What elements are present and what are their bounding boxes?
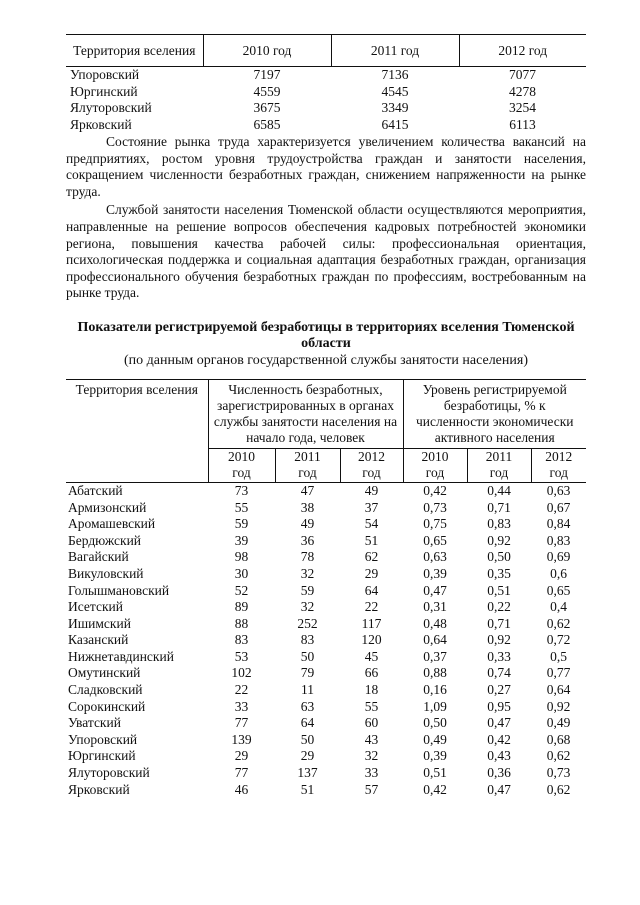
unemployment-rate: 0,39	[423, 748, 447, 764]
unemployment-rate: 0,36	[487, 765, 511, 781]
territory-name: Сорокинский	[68, 698, 146, 714]
table-row	[66, 616, 586, 633]
table-row	[66, 699, 586, 716]
territory-name: Голышмановский	[68, 582, 170, 598]
table-row	[66, 649, 586, 666]
unemployed-count: 102	[231, 665, 252, 681]
unemployed-count: 88	[234, 615, 249, 631]
unemployed-count: 59	[300, 582, 315, 598]
unemployed-count: 98	[234, 549, 249, 565]
unemployment-rate: 0,47	[487, 781, 511, 797]
unemployment-rate: 0,71	[487, 499, 511, 515]
unemployed-count: 33	[364, 765, 379, 781]
population-value: 7197	[253, 67, 281, 82]
unemployment-rate: 0,35	[487, 565, 511, 581]
unemployed-count: 50	[300, 648, 315, 664]
unemployed-count: 38	[300, 499, 315, 515]
year-suffix: год	[549, 465, 568, 481]
table-row	[66, 482, 586, 499]
unemployment-rate: 0,68	[546, 731, 571, 747]
table-row	[66, 599, 586, 616]
table-row	[66, 715, 586, 732]
table-row	[66, 117, 586, 134]
unemployment-rate: 0,49	[423, 731, 447, 747]
unemployment-rate: 0,72	[546, 632, 571, 648]
unemployment-rate: 0,92	[546, 698, 571, 714]
table-row	[66, 665, 586, 682]
header-territory: Территория вселения	[66, 35, 203, 67]
paragraph-labor-market: Состояние рынка труда характеризуется увеличением количества вакансий на предприятиях, ростом уровня трудоустройства граждан и занятости населения, сокращением численности безработных граждан, снижением напряженности на рынке труда.	[66, 134, 586, 199]
table-row	[66, 782, 586, 799]
unemployment-rate: 0,77	[546, 665, 571, 681]
year-number: 2010	[421, 448, 449, 464]
territory-name: Ишимский	[68, 615, 131, 631]
unemployed-count: 66	[364, 665, 379, 681]
territory-name: Ярковский	[70, 116, 132, 132]
unemployment-rate: 0,65	[546, 582, 571, 598]
territory-name: Юргинский	[68, 748, 136, 764]
header-2012: 2012 год	[459, 35, 586, 67]
unemployed-count: 54	[364, 516, 379, 532]
year-suffix: год	[425, 465, 445, 481]
table-row	[66, 100, 586, 117]
territory-name: Упоровский	[70, 67, 140, 82]
unemployment-rate: 0,83	[546, 532, 571, 548]
unemployment-rate: 0,42	[487, 731, 511, 747]
unemployment-rate: 0,6	[550, 565, 567, 581]
unemployed-count: 89	[234, 599, 249, 615]
year-header	[403, 448, 467, 482]
population-value: 6585	[253, 116, 281, 132]
unemployed-count: 22	[234, 682, 249, 698]
unemployment-rate: 0,27	[487, 682, 511, 698]
unemployment-rate: 0,51	[487, 582, 511, 598]
population-table-body	[66, 67, 586, 134]
unemployed-count: 43	[364, 731, 379, 747]
unemployed-count: 32	[300, 599, 315, 615]
unemployed-count: 64	[364, 582, 379, 598]
unemployed-count: 30	[234, 565, 249, 581]
unemployment-rate: 1,09	[423, 698, 447, 714]
population-value: 4559	[253, 83, 281, 99]
unemployment-rate: 0,64	[423, 632, 447, 648]
unemployment-rate: 0,49	[546, 715, 571, 731]
unemployment-rate: 0,88	[423, 665, 447, 681]
unemployed-count: 77	[234, 765, 249, 781]
unemployment-rate: 0,4	[550, 599, 567, 615]
unemployed-count: 53	[234, 648, 249, 664]
unemployed-count: 57	[364, 781, 379, 797]
table-row	[66, 732, 586, 749]
unemployment-rate: 0,43	[487, 748, 511, 764]
header-2011: 2011 год	[331, 35, 459, 67]
table-row	[66, 583, 586, 600]
unemployed-count: 49	[300, 516, 315, 532]
unemployed-count: 59	[234, 516, 249, 532]
year-header	[340, 448, 403, 482]
territory-name: Викуловский	[68, 565, 144, 581]
territory-name: Омутинский	[68, 665, 141, 681]
unemployed-count: 11	[301, 682, 314, 698]
unemployed-count: 49	[364, 482, 379, 498]
unemployment-rate: 0,84	[546, 516, 571, 532]
unemployed-count: 117	[361, 615, 382, 631]
header-unemployment-rate: Уровень регистрируемой безработицы, % к численности экономически активного населения	[403, 379, 586, 448]
unemployed-count: 83	[300, 632, 315, 648]
unemployed-count: 18	[364, 682, 379, 698]
unemployed-count: 29	[364, 565, 379, 581]
unemployed-count: 78	[300, 549, 315, 565]
unemployment-rate: 0,42	[423, 482, 447, 498]
unemployment-rate: 0,63	[423, 549, 447, 565]
unemployment-rate: 0,42	[423, 781, 447, 797]
year-number: 2011	[294, 448, 321, 464]
unemployed-count: 45	[364, 648, 379, 664]
unemployment-rate: 0,33	[487, 648, 511, 664]
year-suffix: год	[232, 465, 251, 481]
unemployed-count: 50	[300, 731, 315, 747]
unemployment-rate: 0,16	[423, 682, 447, 698]
year-number: 2012	[358, 448, 385, 464]
table-row	[66, 632, 586, 649]
unemployed-count: 79	[300, 665, 315, 681]
unemployed-count: 32	[364, 748, 379, 764]
unemployment-rate: 0,50	[487, 549, 511, 565]
paragraph-employment-service: Службой занятости населения Тюменской области осуществляются мероприятия, направленные на решение вопросов обеспечения кадровых потребностей экономики региона, повышения качества рабочей силы: профессиональная ориентация, психологическая поддержка и социальная адаптация безработных граждан, организация профессионального обучения безработных граждан по профессиям, востребованным на рынке труда.	[66, 202, 586, 301]
section-title: Показатели регистрируемой безработицы в территориях вселения Тюменской области	[77, 319, 575, 351]
territory-name: Бердюжский	[68, 532, 142, 548]
unemployment-rate: 0,47	[423, 582, 447, 598]
unemployed-count: 139	[231, 731, 252, 747]
unemployment-rate: 0,62	[546, 781, 571, 797]
unemployed-count: 32	[300, 565, 315, 581]
unemployment-rate: 0,73	[546, 765, 571, 781]
territory-name: Юргинский	[70, 83, 138, 99]
unemployment-rate: 0,50	[423, 715, 447, 731]
unemployed-count: 64	[300, 715, 315, 731]
unemployment-rate: 0,65	[423, 532, 447, 548]
unemployment-rate: 0,62	[546, 615, 571, 631]
header-unemployed-count: Численность безработных, зарегистрированных в органах службы занятости населения на начало года, человек	[208, 379, 403, 448]
unemployment-rate: 0,62	[546, 748, 571, 764]
unemployment-rate: 0,75	[423, 516, 447, 532]
unemployed-count: 120	[361, 632, 382, 648]
year-number: 2010	[228, 448, 255, 464]
unemployed-count: 29	[234, 748, 249, 764]
unemployment-rate: 0,92	[487, 532, 511, 548]
population-value: 7077	[509, 67, 536, 82]
unemployed-count: 63	[300, 698, 315, 714]
year-header	[467, 448, 531, 482]
unemployed-count: 47	[300, 482, 315, 498]
unemployment-rate: 0,73	[423, 499, 447, 515]
unemployment-rate: 0,22	[487, 599, 511, 615]
population-value: 3254	[509, 100, 536, 115]
unemployment-rate: 0,47	[487, 715, 511, 731]
table-row	[66, 765, 586, 782]
population-value: 3349	[381, 100, 409, 115]
unemployment-rate: 0,95	[487, 698, 511, 714]
year-header	[531, 448, 586, 482]
unemployed-count: 252	[297, 615, 318, 631]
unemployed-count: 83	[234, 632, 249, 648]
population-value: 6113	[509, 116, 536, 132]
year-suffix: год	[362, 465, 381, 481]
unemployment-rate: 0,37	[423, 648, 447, 664]
year-suffix: год	[489, 465, 509, 481]
table-row	[66, 84, 586, 101]
unemployed-count: 37	[364, 499, 379, 515]
unemployed-count: 52	[234, 582, 249, 598]
header-2010: 2010 год	[203, 35, 331, 67]
year-number: 2011	[485, 448, 513, 464]
territory-name: Ялуторовский	[68, 765, 150, 781]
unemployed-count: 60	[364, 715, 379, 731]
population-value: 3675	[253, 100, 281, 115]
year-header	[275, 448, 340, 482]
unemployment-table-body	[66, 482, 586, 798]
unemployed-count: 22	[364, 599, 379, 615]
population-value: 6415	[381, 116, 409, 132]
unemployed-count: 33	[234, 698, 249, 714]
unemployment-rate: 0,67	[546, 499, 571, 515]
territory-name: Абатский	[68, 482, 123, 498]
unemployment-table	[66, 379, 586, 798]
unemployment-rate: 0,63	[546, 482, 571, 498]
population-table-header	[66, 35, 586, 67]
unemployment-rate: 0,74	[487, 665, 511, 681]
territory-name: Ярковский	[68, 781, 130, 797]
table-row	[66, 748, 586, 765]
territory-name: Ялуторовский	[70, 100, 152, 115]
territory-name: Армизонский	[68, 499, 147, 515]
unemployment-rate: 0,71	[487, 615, 511, 631]
year-number: 2012	[545, 448, 573, 464]
territory-name: Упоровский	[68, 731, 138, 747]
table-row	[66, 516, 586, 533]
unemployment-rate: 0,69	[546, 549, 571, 565]
header-territory-settlement: Территория вселения	[66, 379, 208, 482]
year-header	[208, 448, 275, 482]
table-row	[66, 566, 586, 583]
territory-name: Нижнетавдинский	[68, 648, 174, 664]
year-suffix: год	[298, 465, 317, 481]
unemployment-rate: 0,5	[550, 648, 567, 664]
territory-name: Аромашевский	[68, 516, 156, 532]
territory-name: Исетский	[68, 599, 123, 615]
unemployed-count: 46	[234, 781, 249, 797]
table-row	[66, 67, 586, 84]
unemployed-count: 55	[364, 698, 379, 714]
unemployment-table-header	[66, 379, 586, 448]
unemployment-rate: 0,39	[423, 565, 447, 581]
unemployment-rate: 0,31	[423, 599, 447, 615]
territory-name: Уватский	[68, 715, 121, 731]
unemployed-count: 29	[300, 748, 315, 764]
unemployment-rate: 0,48	[423, 615, 447, 631]
table-row	[66, 682, 586, 699]
unemployed-count: 73	[234, 482, 249, 498]
unemployment-rate: 0,51	[423, 765, 447, 781]
unemployment-rate: 0,92	[487, 632, 511, 648]
table-row	[66, 549, 586, 566]
document-page	[66, 34, 586, 798]
population-value: 4545	[381, 83, 409, 99]
unemployment-rate: 0,64	[546, 682, 571, 698]
territory-name: Вагайский	[68, 549, 129, 565]
unemployed-count: 55	[234, 499, 249, 515]
unemployment-rate: 0,83	[487, 516, 511, 532]
unemployed-count: 51	[364, 532, 379, 548]
unemployed-count: 51	[300, 781, 315, 797]
population-value: 4278	[509, 83, 536, 99]
territory-name: Сладковский	[68, 682, 143, 698]
population-value: 7136	[381, 67, 409, 82]
unemployed-count: 39	[234, 532, 249, 548]
unemployed-count: 77	[234, 715, 249, 731]
unemployment-rate: 0,44	[487, 482, 511, 498]
territory-name: Казанский	[68, 632, 129, 648]
unemployed-count: 62	[364, 549, 379, 565]
table-row	[66, 500, 586, 517]
table-row	[66, 533, 586, 550]
section-subtitle: (по данным органов государственной службы занятости населения)	[124, 352, 528, 368]
unemployed-count: 137	[297, 765, 318, 781]
population-table	[66, 34, 586, 133]
unemployed-count: 36	[300, 532, 315, 548]
